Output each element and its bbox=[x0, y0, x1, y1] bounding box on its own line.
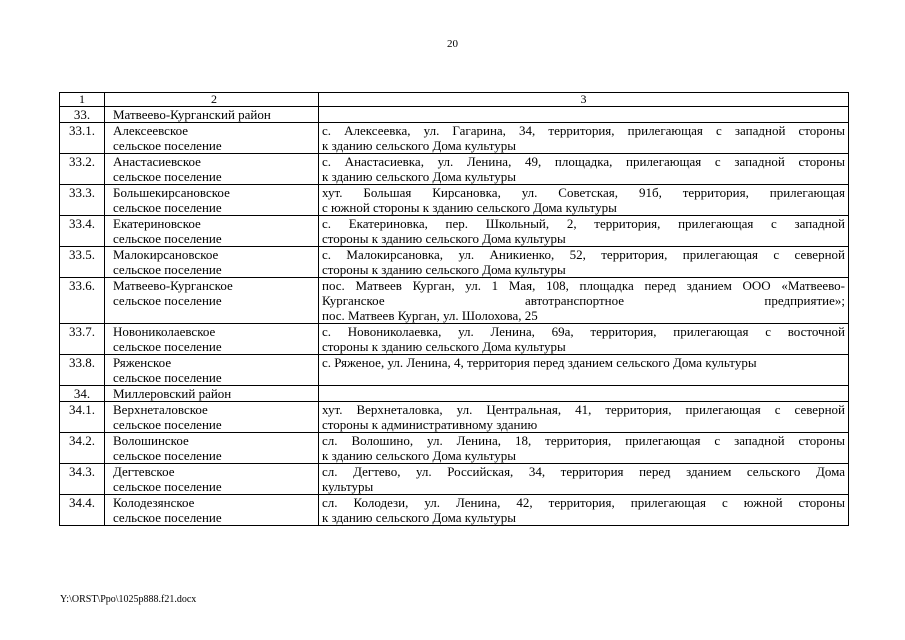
location-address-line: к зданию сельского Дома культуры bbox=[322, 448, 517, 463]
table-row bbox=[60, 185, 849, 216]
settlement-name-line: Алексеевское bbox=[113, 123, 189, 138]
location-address-line: пос. Матвеев Курган, ул. Шолохова, 25 bbox=[322, 308, 538, 323]
settlement-name bbox=[105, 185, 319, 216]
location-address-line: с. Алексеевка, ул. Гагарина, 34, территория, прилегающая с западной стороны bbox=[322, 123, 845, 138]
location-address-line: стороны к зданию сельского Дома культуры bbox=[322, 339, 566, 354]
settlement-name-line: Миллеровский район bbox=[113, 386, 232, 401]
table-row bbox=[60, 386, 849, 402]
settlement-name-line: сельское поселение bbox=[113, 200, 222, 215]
settlement-name bbox=[105, 355, 319, 386]
row-number: 33.1. bbox=[60, 123, 105, 154]
settlement-name-line: Колодезянское bbox=[113, 495, 195, 510]
row-number: 34.2. bbox=[60, 433, 105, 464]
table-row bbox=[60, 495, 849, 526]
page-number: 20 bbox=[447, 38, 458, 50]
location-address bbox=[319, 495, 849, 526]
row-number: 33.2. bbox=[60, 154, 105, 185]
file-path-footer: Y:\ORST\Ppo\1025p888.f21.docx bbox=[60, 594, 197, 605]
location-address bbox=[319, 324, 849, 355]
location-address bbox=[319, 247, 849, 278]
settlement-name bbox=[105, 154, 319, 185]
settlement-name-line: Верхнеталовское bbox=[113, 402, 208, 417]
table-row bbox=[60, 278, 849, 324]
location-address bbox=[319, 433, 849, 464]
header-col-3: 3 bbox=[319, 93, 849, 107]
location-address-line: с. Новониколаевка, ул. Ленина, 69а, территория, прилегающая с восточной bbox=[322, 324, 845, 339]
settlement-name-line: Екатериновское bbox=[113, 216, 201, 231]
table-row bbox=[60, 107, 849, 123]
location-address bbox=[319, 107, 849, 123]
settlement-name-line: Малокирсановское bbox=[113, 247, 219, 262]
location-address-line: с. Малокирсановка, ул. Аникиенко, 52, территория, прилегающая с северной bbox=[322, 247, 845, 262]
row-number: 33.7. bbox=[60, 324, 105, 355]
location-address-line: к зданию сельского Дома культуры bbox=[322, 169, 517, 184]
row-number: 34.3. bbox=[60, 464, 105, 495]
row-number: 34. bbox=[60, 386, 105, 402]
table-row bbox=[60, 216, 849, 247]
settlement-name-line: сельское поселение bbox=[113, 231, 222, 246]
location-address bbox=[319, 355, 849, 386]
settlement-name bbox=[105, 123, 319, 154]
settlement-name-line: сельское поселение bbox=[113, 169, 222, 184]
row-number: 33.4. bbox=[60, 216, 105, 247]
settlement-name-line: Матвеево-Курганское bbox=[113, 278, 233, 293]
table-row bbox=[60, 247, 849, 278]
settlement-name-line: сельское поселение bbox=[113, 448, 222, 463]
settlement-name bbox=[105, 278, 319, 324]
location-address bbox=[319, 216, 849, 247]
location-address-line: к зданию сельского Дома культуры bbox=[322, 138, 517, 153]
row-number: 33.8. bbox=[60, 355, 105, 386]
location-address-line: с. Ряженое, ул. Ленина, 4, территория перед зданием сельского Дома культуры bbox=[322, 355, 757, 370]
row-number: 33.5. bbox=[60, 247, 105, 278]
settlement-name bbox=[105, 324, 319, 355]
table-row bbox=[60, 123, 849, 154]
settlement-name-line: сельское поселение bbox=[113, 510, 222, 525]
settlement-name bbox=[105, 402, 319, 433]
settlement-name-line: Новониколаевское bbox=[113, 324, 216, 339]
table-header-row bbox=[60, 93, 849, 107]
location-address bbox=[319, 402, 849, 433]
location-address-line: хут. Верхнеталовка, ул. Центральная, 41, территория, прилегающая с северной bbox=[322, 402, 845, 417]
location-address-line: стороны к зданию сельского Дома культуры bbox=[322, 231, 566, 246]
location-address bbox=[319, 278, 849, 324]
location-address-line: стороны к зданию сельского Дома культуры bbox=[322, 262, 566, 277]
location-address bbox=[319, 185, 849, 216]
location-address bbox=[319, 123, 849, 154]
row-number: 34.4. bbox=[60, 495, 105, 526]
settlement-name bbox=[105, 464, 319, 495]
location-address-line: культуры bbox=[322, 479, 374, 494]
settlement-name bbox=[105, 433, 319, 464]
settlement-name-line: Большекирсановское bbox=[113, 185, 230, 200]
location-address-line: с южной стороны к зданию сельского Дома культуры bbox=[322, 200, 617, 215]
location-address-line: стороны к административному зданию bbox=[322, 417, 538, 432]
location-address-line: с. Екатериновка, пер. Школьный, 2, территория, прилегающая с западной bbox=[322, 216, 845, 231]
location-address-line: сл. Колодези, ул. Ленина, 42, территория, прилегающая с южной стороны bbox=[322, 495, 845, 510]
row-number: 33. bbox=[60, 107, 105, 123]
settlement-name bbox=[105, 216, 319, 247]
locations-table bbox=[59, 92, 849, 526]
settlement-name-line: сельское поселение bbox=[113, 138, 222, 153]
settlement-name-line: Дегтевское bbox=[113, 464, 175, 479]
row-number: 33.3. bbox=[60, 185, 105, 216]
settlement-name-line: Ряженское bbox=[113, 355, 172, 370]
location-address bbox=[319, 386, 849, 402]
location-address-line: к зданию сельского Дома культуры bbox=[322, 510, 517, 525]
location-address-line: Курганское автотранспортное предприятие»; bbox=[322, 293, 845, 308]
header-col-2: 2 bbox=[105, 93, 319, 107]
table-row bbox=[60, 324, 849, 355]
location-address-line: пос. Матвеев Курган, ул. 1 Мая, 108, площадка перед зданием ООО «Матвеево- bbox=[322, 278, 845, 293]
settlement-name-line: сельское поселение bbox=[113, 293, 222, 308]
settlement-name-line: Волошинское bbox=[113, 433, 189, 448]
settlement-name-line: сельское поселение bbox=[113, 262, 222, 277]
settlement-name bbox=[105, 247, 319, 278]
location-address-line: с. Анастасиевка, ул. Ленина, 49, площадка, прилегающая с западной стороны bbox=[322, 154, 845, 169]
settlement-name-line: сельское поселение bbox=[113, 417, 222, 432]
location-address-line: хут. Большая Кирсановка, ул. Советская, 91б, территория, прилегающая bbox=[322, 185, 845, 200]
location-address bbox=[319, 154, 849, 185]
location-address-line: сл. Дегтево, ул. Российская, 34, территория перед зданием сельского Дома bbox=[322, 464, 845, 479]
header-col-1: 1 bbox=[60, 93, 105, 107]
settlement-name-line: сельское поселение bbox=[113, 339, 222, 354]
settlement-name bbox=[105, 386, 319, 402]
settlement-name-line: Матвеево-Курганский район bbox=[113, 107, 271, 122]
settlement-name-line: Анастасиевское bbox=[113, 154, 201, 169]
settlement-name-line: сельское поселение bbox=[113, 479, 222, 494]
location-address-line: сл. Волошино, ул. Ленина, 18, территория, прилегающая с западной стороны bbox=[322, 433, 845, 448]
row-number: 33.6. bbox=[60, 278, 105, 324]
row-number: 34.1. bbox=[60, 402, 105, 433]
table-row bbox=[60, 355, 849, 386]
table-row bbox=[60, 402, 849, 433]
table-row bbox=[60, 464, 849, 495]
table-body bbox=[60, 93, 849, 526]
table-row bbox=[60, 154, 849, 185]
settlement-name bbox=[105, 495, 319, 526]
location-address bbox=[319, 464, 849, 495]
settlement-name-line: сельское поселение bbox=[113, 370, 222, 385]
table-row bbox=[60, 433, 849, 464]
settlement-name bbox=[105, 107, 319, 123]
